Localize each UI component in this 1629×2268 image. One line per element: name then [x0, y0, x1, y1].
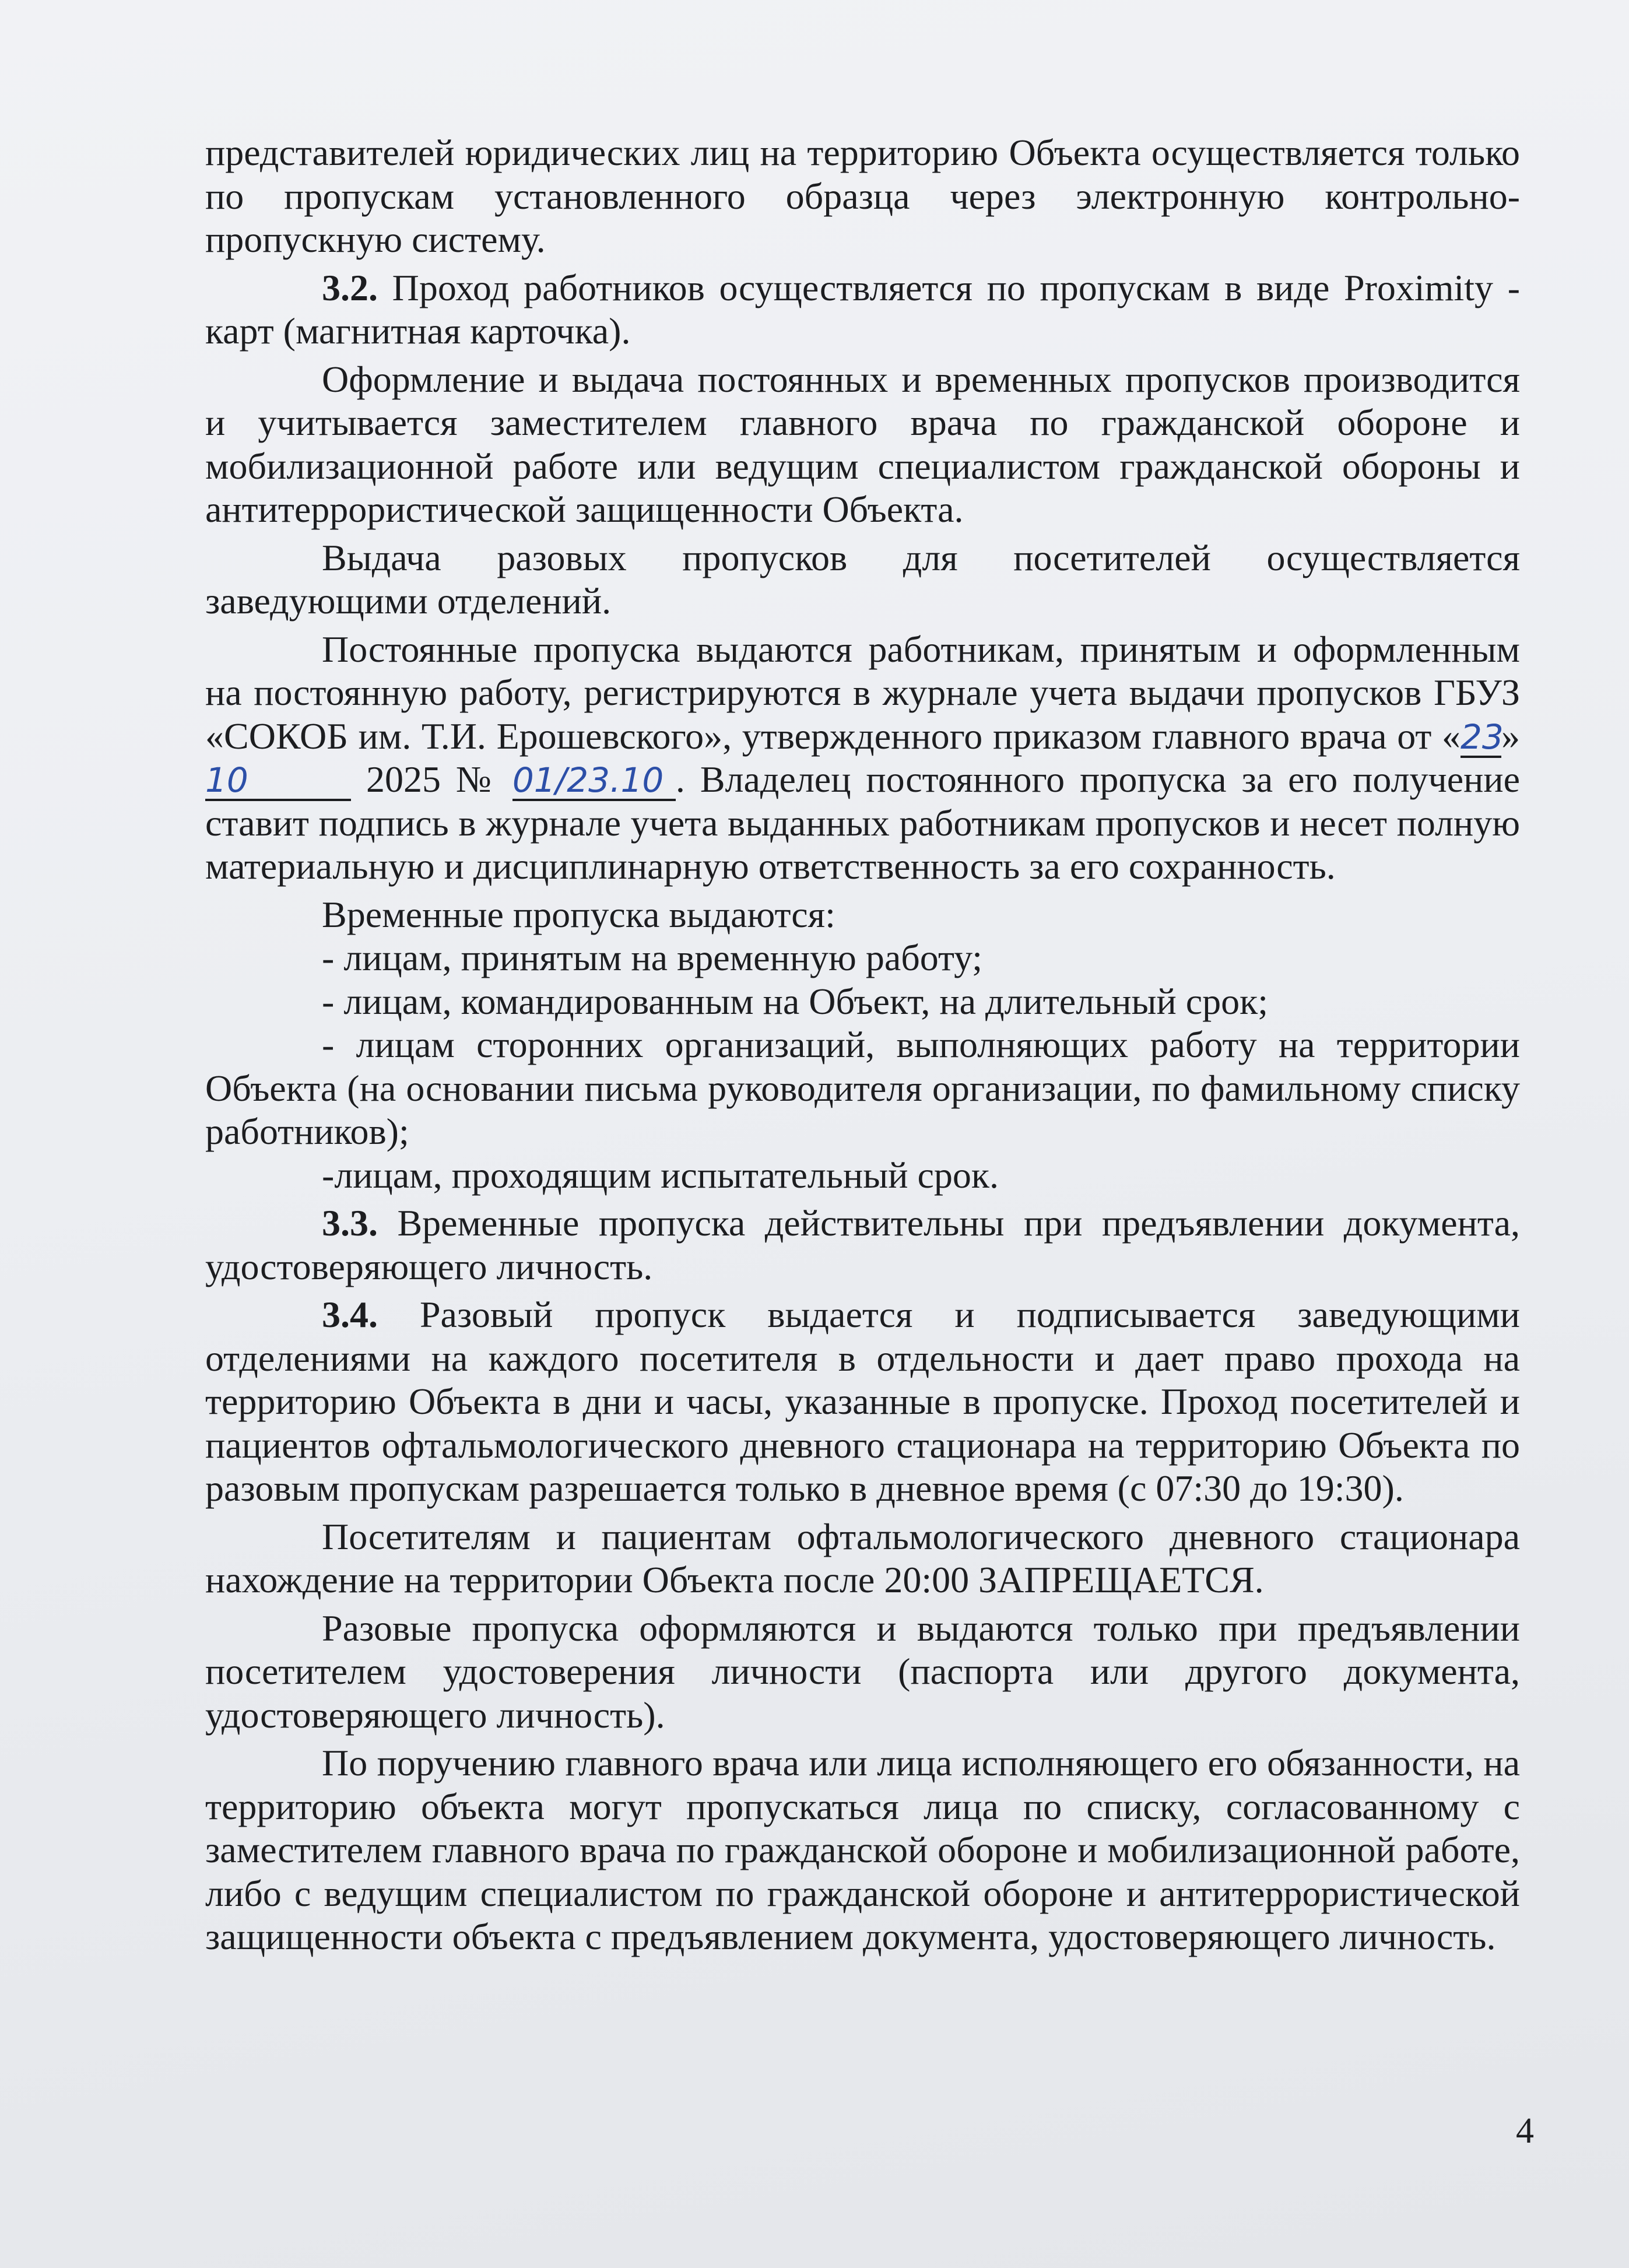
handwritten-order-number: 01/23.10 — [512, 761, 676, 801]
section-number: 3.2. — [322, 266, 378, 308]
section-number: 3.3. — [322, 1202, 378, 1244]
paragraph-by-list: По поручению главного врача или лица исполняющего его обязанности, на территорию объекта могут пропускаться лица по списку, согласованному с заместителем главного врача по гражданской обороне и мобилизационной работе, либо с ведущим специалистом по гражданской обороне и антитеррористической защищенности объекта с предъявлением документа, удостоверяющего личность. — [205, 1742, 1520, 1957]
list-item: - лицам, принятым на временную работу; — [322, 937, 982, 978]
paragraph-night-restriction: Посетителям и пациентам офтальмологического дневного стационара нахождение на территории Объекта после 20:00 ЗАПРЕЩАЕТСЯ. — [205, 1515, 1520, 1600]
paragraph-id-required: Разовые пропуска оформляются и выдаются только при предъявлении посетителем удостоверения личности (паспорта или другого документа, удостоверяющего личность). — [205, 1607, 1520, 1736]
list-item: -лицам, проходящим испытательный срок. — [322, 1154, 999, 1196]
paragraph-3-4 — [205, 1293, 1520, 1511]
list-item: - лицам сторонних организаций, выполняющих работу на территории Объекта (на основании письма руководителя организации, по фамильному списку работников); — [205, 1024, 1520, 1152]
paragraph-3-2 — [205, 266, 1520, 353]
paragraph-text: Проход работников осуществляется по пропускам в виде Proximity - карт (магнитная карточка). — [205, 266, 1520, 352]
paragraph-text: Постоянные пропуска выдаются работникам, принятым и оформленным на постоянную работу, регистрируются в журнале учета выдачи пропусков ГБУЗ «СОКОБ им. Т.И. Ерошевского», утвержденного приказом главного врача от « — [205, 628, 1520, 757]
paragraph-temporary-passes: Временные пропуска выдаются: — [322, 893, 835, 935]
paragraph-text: Разовый пропуск выдается и подписывается заведующими отделениями на каждого посетителя в отдельности и дает право прохода на территорию Объекта в дни и часы, указанные в пропуске. Проход посетителей и пациентов офтальмологического дневного стационара на территорию Объекта по разовым пропускам разрешается только в дневное время (с 07:30 до 19:30). — [205, 1294, 1520, 1509]
paragraph-text: 2025 № — [351, 759, 512, 800]
handwritten-month: 10 — [205, 761, 351, 801]
page-number: 4 — [1516, 2111, 1534, 2151]
paragraph-text: » — [1501, 715, 1520, 757]
handwritten-day: 23 — [1461, 717, 1504, 757]
section-number: 3.4. — [322, 1294, 378, 1335]
paragraph-permanent-passes — [205, 628, 1520, 889]
paragraph-text: Временные пропуска действительны при предъявлении документа, удостоверяющего личность. — [205, 1202, 1520, 1287]
paragraph-text: . Владелец постоянного пропуска за его получение ставит подпись в журнале учета выданных работникам пропусков и несет полную материальную и дисциплинарную ответственность за его сохранность. — [205, 759, 1521, 887]
paragraph-3-3 — [205, 1202, 1520, 1289]
list-item: - лицам, командированным на Объект, на длительный срок; — [322, 980, 1269, 1022]
paragraph-one-time-passes: Выдача разовых пропусков для посетителей осуществляется заведующими отделений. — [205, 536, 1520, 622]
paragraph-intro: представителей юридических лиц на территорию Объекта осуществляется только по пропускам установленного образца через электронную контрольно-пропускную систему. — [205, 132, 1520, 260]
document-body — [205, 131, 1520, 1964]
paragraph-issuance: Оформление и выдача постоянных и временных пропусков производится и учитывается заместителем главного врача по гражданской обороне и мобилизационной работе или ведущим специалистом гражданской обороны и антитеррористической защищенности Объекта. — [205, 358, 1520, 530]
